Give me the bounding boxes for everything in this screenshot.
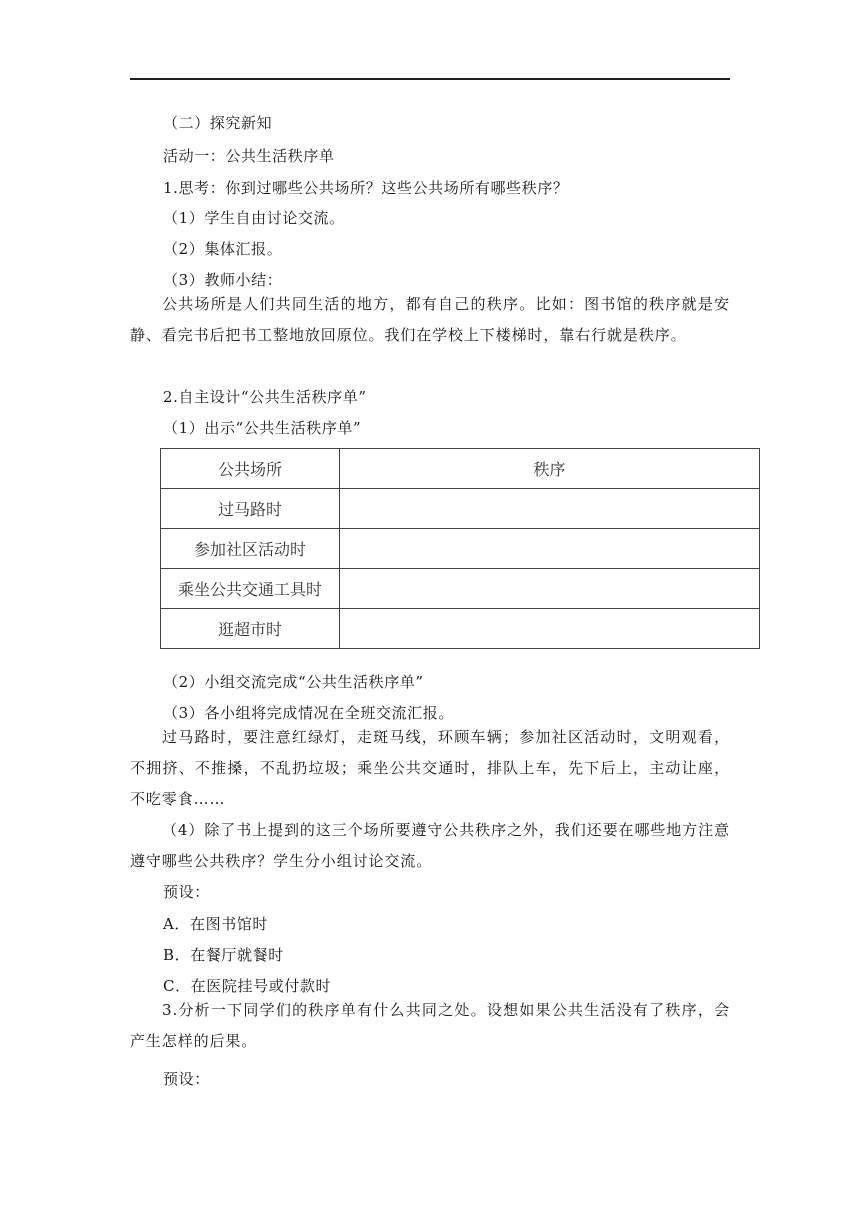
teacher-summary-paragraph: 公共场所是人们共同生活的地方，都有自己的秩序。比如：图书馆的秩序就是安静、看完书后把书工整地放回原位。我们在学校上下楼梯时，靠右行就是秩序。	[130, 295, 730, 344]
section-heading: （二）探究新知	[163, 114, 273, 132]
table-cell-place: 乘坐公共交通工具时	[161, 569, 340, 609]
table-header-cell: 秩序	[340, 449, 760, 489]
table-cell-order	[340, 569, 760, 609]
table-header-row	[161, 449, 760, 489]
step-2-heading: 2.自主设计“公共生活秩序单”	[163, 388, 367, 406]
step-2-item-2: （2）小组交流完成“公共生活秩序单”	[163, 673, 424, 691]
table-cell-place: 参加社区活动时	[161, 529, 340, 569]
preset-option-c: C．在医院挂号或付款时	[163, 977, 332, 995]
step-2-item-1: （1）出示“公共生活秩序单”	[163, 419, 362, 437]
preset-option-a: A．在图书馆时	[163, 915, 269, 933]
step-2-item-4-paragraph: （4）除了书上提到的这三个场所要遵守公共秩序之外，我们还要在哪些地方注意遵守哪些公共秩序？学生分小组讨论交流。	[130, 821, 730, 870]
step-3-paragraph: 3.分析一下同学们的秩序单有什么共同之处。设想如果公共生活没有了秩序，会产生怎样的后果。	[130, 1001, 730, 1050]
activity-title: 活动一：公共生活秩序单	[163, 147, 335, 165]
table-cell-order	[340, 609, 760, 649]
public-order-table	[160, 448, 760, 649]
table-cell-order	[340, 489, 760, 529]
preset-label-2: 预设：	[163, 1070, 210, 1088]
group-report-paragraph: 过马路时，要注意红绿灯，走斑马线，环顾车辆；参加社区活动时，文明观看，不拥挤、不推搡，不乱扔垃圾；乘坐公共交通时，排队上车，先下后上，主动让座，不吃零食……	[130, 728, 730, 808]
step-1-item-1: （1）学生自由讨论交流。	[163, 209, 345, 227]
step-1-item-3: （3）教师小结：	[163, 271, 283, 289]
table-cell-order	[340, 529, 760, 569]
step-2-item-3: （3）各小组将完成情况在全班交流汇报。	[163, 704, 454, 722]
preset-label: 预设：	[163, 883, 210, 901]
table-row	[161, 569, 760, 609]
table-cell-place: 过马路时	[161, 489, 340, 529]
preset-option-b: B．在餐厅就餐时	[163, 946, 284, 964]
table-row	[161, 489, 760, 529]
step-1-question: 1.思考：你到过哪些公共场所？这些公共场所有哪些秩序？	[163, 179, 569, 197]
header-rule	[130, 78, 730, 80]
step-1-item-2: （2）集体汇报。	[163, 240, 283, 258]
table-row	[161, 609, 760, 649]
table-row	[161, 529, 760, 569]
table-cell-place: 逛超市时	[161, 609, 340, 649]
table-header-cell: 公共场所	[161, 449, 340, 489]
